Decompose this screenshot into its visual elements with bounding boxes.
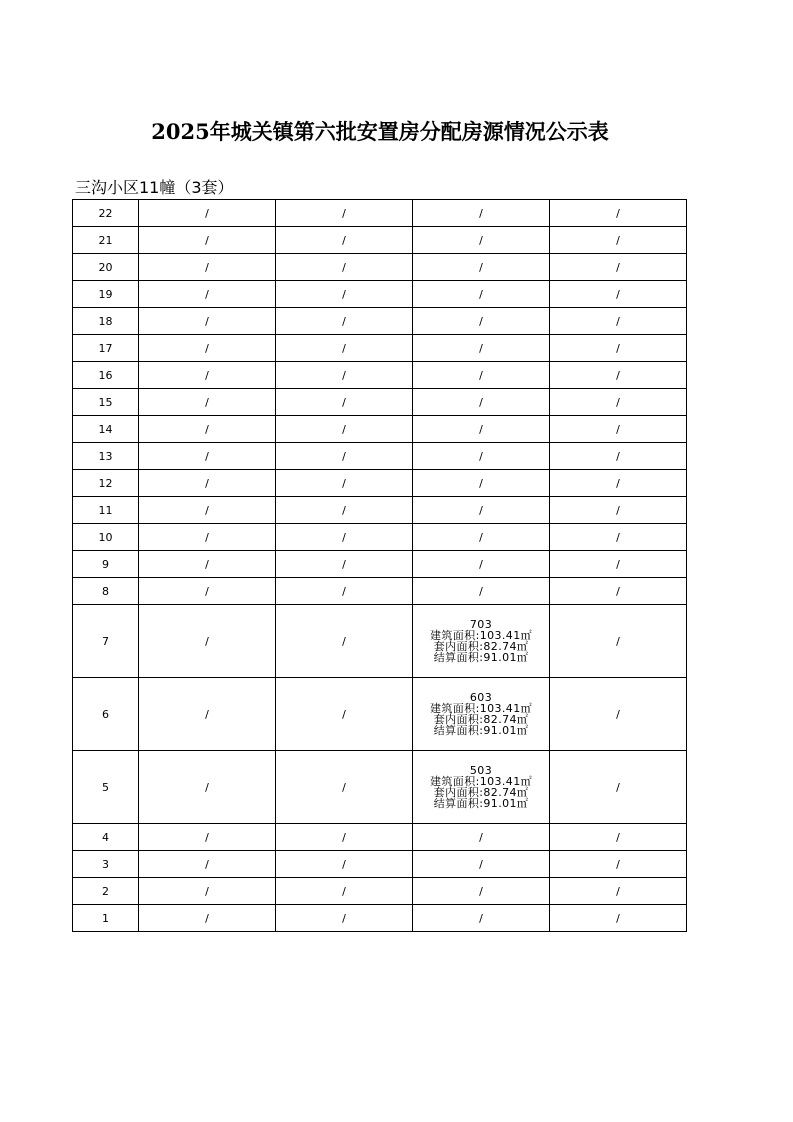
floor-number-cell: 8 xyxy=(73,578,139,605)
table-row xyxy=(73,389,687,416)
floor-number-cell: 10 xyxy=(73,524,139,551)
floor-number-cell: 18 xyxy=(73,308,139,335)
table-row xyxy=(73,851,687,878)
floor-number-cell: 1 xyxy=(73,905,139,932)
empty-slash-cell: / xyxy=(139,905,276,932)
empty-slash-cell: / xyxy=(413,200,550,227)
floor-number-cell: 11 xyxy=(73,497,139,524)
empty-slash-cell: / xyxy=(550,362,687,389)
empty-slash-cell: / xyxy=(413,443,550,470)
table-row xyxy=(73,678,687,751)
empty-slash-cell: / xyxy=(139,751,276,824)
table-row xyxy=(73,824,687,851)
unit-area-line: 结算面积:91.01㎡ xyxy=(433,797,529,810)
empty-slash-cell: / xyxy=(139,851,276,878)
empty-slash-cell: / xyxy=(276,281,413,308)
table-row xyxy=(73,905,687,932)
empty-slash-cell: / xyxy=(276,551,413,578)
empty-slash-cell: / xyxy=(413,335,550,362)
empty-slash-cell: / xyxy=(413,254,550,281)
empty-slash-cell: / xyxy=(276,524,413,551)
floor-number-cell: 19 xyxy=(73,281,139,308)
unit-area-line: 结算面积:91.01㎡ xyxy=(433,651,529,664)
empty-slash-cell: / xyxy=(276,678,413,751)
empty-slash-cell: / xyxy=(413,878,550,905)
empty-slash-cell: / xyxy=(276,389,413,416)
floor-number-cell: 6 xyxy=(73,678,139,751)
empty-slash-cell: / xyxy=(413,551,550,578)
unit-area-line: 套内面积:82.74㎡ xyxy=(433,640,529,653)
floor-number-cell: 13 xyxy=(73,443,139,470)
empty-slash-cell: / xyxy=(550,443,687,470)
empty-slash-cell: / xyxy=(139,308,276,335)
empty-slash-cell: / xyxy=(550,335,687,362)
empty-slash-cell: / xyxy=(550,905,687,932)
empty-slash-cell: / xyxy=(550,824,687,851)
empty-slash-cell: / xyxy=(413,824,550,851)
empty-slash-cell: / xyxy=(276,824,413,851)
floor-number-cell: 3 xyxy=(73,851,139,878)
empty-slash-cell: / xyxy=(276,851,413,878)
building-subtitle: 三沟小区11幢（3套） xyxy=(75,178,234,197)
floor-number-cell: 15 xyxy=(73,389,139,416)
housing-table-body xyxy=(73,200,687,932)
empty-slash-cell: / xyxy=(276,308,413,335)
empty-slash-cell: / xyxy=(139,551,276,578)
unit-number: 703 xyxy=(469,618,493,631)
empty-slash-cell: / xyxy=(550,308,687,335)
table-row xyxy=(73,878,687,905)
empty-slash-cell: / xyxy=(550,524,687,551)
empty-slash-cell: / xyxy=(413,281,550,308)
unit-number: 603 xyxy=(469,691,493,704)
floor-number-cell: 2 xyxy=(73,878,139,905)
empty-slash-cell: / xyxy=(550,200,687,227)
empty-slash-cell: / xyxy=(276,905,413,932)
housing-table xyxy=(72,199,687,932)
table-row xyxy=(73,308,687,335)
unit-info-cell xyxy=(413,605,550,678)
empty-slash-cell: / xyxy=(139,497,276,524)
empty-slash-cell: / xyxy=(276,200,413,227)
unit-number: 503 xyxy=(469,764,493,777)
table-row xyxy=(73,578,687,605)
empty-slash-cell: / xyxy=(276,751,413,824)
table-row xyxy=(73,362,687,389)
table-row xyxy=(73,524,687,551)
empty-slash-cell: / xyxy=(413,524,550,551)
empty-slash-cell: / xyxy=(413,362,550,389)
empty-slash-cell: / xyxy=(550,605,687,678)
empty-slash-cell: / xyxy=(550,254,687,281)
empty-slash-cell: / xyxy=(550,678,687,751)
empty-slash-cell: / xyxy=(139,578,276,605)
empty-slash-cell: / xyxy=(139,362,276,389)
empty-slash-cell: / xyxy=(413,851,550,878)
table-row xyxy=(73,497,687,524)
empty-slash-cell: / xyxy=(139,200,276,227)
empty-slash-cell: / xyxy=(550,878,687,905)
table-row xyxy=(73,335,687,362)
empty-slash-cell: / xyxy=(276,470,413,497)
empty-slash-cell: / xyxy=(413,578,550,605)
table-row xyxy=(73,281,687,308)
table-row xyxy=(73,443,687,470)
empty-slash-cell: / xyxy=(550,470,687,497)
empty-slash-cell: / xyxy=(276,335,413,362)
empty-slash-cell: / xyxy=(139,281,276,308)
empty-slash-cell: / xyxy=(139,605,276,678)
unit-area-line: 建筑面积:103.41㎡ xyxy=(430,629,532,642)
floor-number-cell: 9 xyxy=(73,551,139,578)
unit-info-cell xyxy=(413,678,550,751)
empty-slash-cell: / xyxy=(413,905,550,932)
empty-slash-cell: / xyxy=(550,389,687,416)
unit-area-line: 套内面积:82.74㎡ xyxy=(433,713,529,726)
empty-slash-cell: / xyxy=(550,497,687,524)
empty-slash-cell: / xyxy=(276,416,413,443)
empty-slash-cell: / xyxy=(139,878,276,905)
table-row xyxy=(73,254,687,281)
unit-area-line: 结算面积:91.01㎡ xyxy=(433,724,529,737)
floor-number-cell: 17 xyxy=(73,335,139,362)
floor-number-cell: 5 xyxy=(73,751,139,824)
floor-number-cell: 16 xyxy=(73,362,139,389)
floor-number-cell: 7 xyxy=(73,605,139,678)
table-row xyxy=(73,227,687,254)
table-row xyxy=(73,470,687,497)
floor-number-cell: 14 xyxy=(73,416,139,443)
empty-slash-cell: / xyxy=(139,443,276,470)
empty-slash-cell: / xyxy=(139,254,276,281)
empty-slash-cell: / xyxy=(550,416,687,443)
table-row xyxy=(73,200,687,227)
empty-slash-cell: / xyxy=(139,389,276,416)
unit-area-line: 建筑面积:103.41㎡ xyxy=(430,702,532,715)
table-row xyxy=(73,751,687,824)
empty-slash-cell: / xyxy=(139,824,276,851)
empty-slash-cell: / xyxy=(139,416,276,443)
empty-slash-cell: / xyxy=(550,227,687,254)
empty-slash-cell: / xyxy=(550,578,687,605)
floor-number-cell: 12 xyxy=(73,470,139,497)
page-title: 2025年城关镇第六批安置房分配房源情况公示表 xyxy=(151,119,609,144)
empty-slash-cell: / xyxy=(550,751,687,824)
empty-slash-cell: / xyxy=(276,254,413,281)
empty-slash-cell: / xyxy=(413,497,550,524)
empty-slash-cell: / xyxy=(139,335,276,362)
floor-number-cell: 20 xyxy=(73,254,139,281)
empty-slash-cell: / xyxy=(139,470,276,497)
empty-slash-cell: / xyxy=(413,389,550,416)
empty-slash-cell: / xyxy=(413,227,550,254)
empty-slash-cell: / xyxy=(276,605,413,678)
empty-slash-cell: / xyxy=(139,678,276,751)
floor-number-cell: 22 xyxy=(73,200,139,227)
floor-number-cell: 4 xyxy=(73,824,139,851)
empty-slash-cell: / xyxy=(139,227,276,254)
empty-slash-cell: / xyxy=(413,416,550,443)
unit-info-cell xyxy=(413,751,550,824)
floor-number-cell: 21 xyxy=(73,227,139,254)
empty-slash-cell: / xyxy=(550,851,687,878)
table-row xyxy=(73,551,687,578)
empty-slash-cell: / xyxy=(276,362,413,389)
unit-area-line: 套内面积:82.74㎡ xyxy=(433,786,529,799)
empty-slash-cell: / xyxy=(139,524,276,551)
empty-slash-cell: / xyxy=(550,281,687,308)
empty-slash-cell: / xyxy=(276,497,413,524)
empty-slash-cell: / xyxy=(550,551,687,578)
empty-slash-cell: / xyxy=(413,470,550,497)
empty-slash-cell: / xyxy=(276,227,413,254)
empty-slash-cell: / xyxy=(276,443,413,470)
empty-slash-cell: / xyxy=(276,578,413,605)
empty-slash-cell: / xyxy=(276,878,413,905)
table-row xyxy=(73,605,687,678)
table-row xyxy=(73,416,687,443)
empty-slash-cell: / xyxy=(413,308,550,335)
unit-area-line: 建筑面积:103.41㎡ xyxy=(430,775,532,788)
